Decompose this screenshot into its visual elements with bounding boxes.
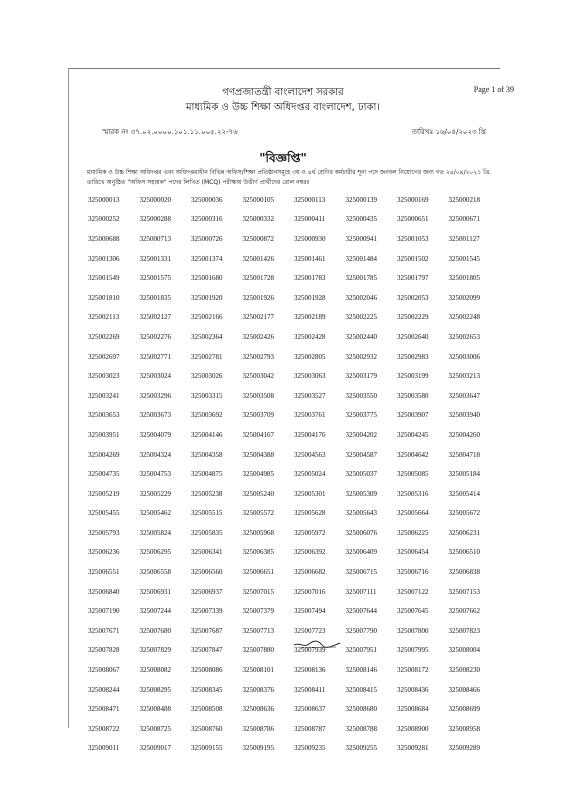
roll-number: 325007828	[88, 646, 120, 655]
roll-number: 325003179	[345, 372, 377, 381]
page-number: Page 1 of 39	[473, 85, 514, 94]
roll-number: 325003527	[294, 391, 326, 400]
roll-number: 325001545	[448, 254, 480, 263]
roll-number: 325009017	[139, 744, 171, 753]
roll-number: 325001484	[345, 254, 377, 263]
roll-number: 325000013	[88, 195, 120, 204]
roll-number: 325004718	[448, 450, 480, 459]
roll-number: 325003199	[397, 372, 429, 381]
roll-number: 325004388	[242, 450, 274, 459]
roll-row	[88, 406, 500, 426]
roll-number: 325007680	[139, 626, 171, 635]
government-title: গণপ্রজাতন্ত্রী বাংলাদেশ সরকার	[222, 87, 344, 98]
roll-number: 325000316	[191, 215, 223, 224]
roll-number: 325008230	[448, 666, 480, 675]
roll-number: 325004587	[345, 450, 377, 459]
roll-number: 325003023	[88, 372, 120, 381]
roll-number: 325006454	[397, 548, 429, 557]
roll-number: 325006560	[191, 568, 223, 577]
roll-row	[88, 601, 500, 621]
roll-number: 325005824	[139, 528, 171, 537]
roll-number: 325007713	[242, 626, 274, 635]
roll-number: 325003647	[448, 391, 480, 400]
roll-number: 325006341	[191, 548, 223, 557]
roll-number: 325008699	[448, 705, 480, 714]
roll-number: 325005316	[397, 489, 429, 498]
roll-number: 325004753	[139, 470, 171, 479]
roll-number: 325008725	[139, 724, 171, 733]
roll-number: 325003508	[242, 391, 274, 400]
roll-row	[88, 562, 500, 582]
roll-number: 325005085	[397, 470, 429, 479]
roll-number: 325001835	[139, 293, 171, 302]
roll-number: 325002269	[88, 332, 120, 341]
roll-number: 325001728	[242, 274, 274, 283]
roll-number: 325008082	[139, 666, 171, 675]
roll-number: 325003907	[397, 411, 429, 420]
roll-row	[88, 680, 500, 700]
roll-number: 325007015	[242, 587, 274, 596]
page-border-top	[68, 68, 500, 69]
roll-row	[88, 504, 500, 524]
roll-number: 325005309	[345, 489, 377, 498]
roll-number: 325005024	[294, 470, 326, 479]
roll-number: 325005229	[139, 489, 171, 498]
roll-number: 325003026	[191, 372, 223, 381]
roll-number: 325007995	[397, 646, 429, 655]
roll-number: 325008172	[397, 666, 429, 675]
roll-number: 325003692	[191, 411, 223, 420]
roll-number: 325005184	[448, 470, 480, 479]
roll-number: 325001920	[191, 293, 223, 302]
roll-number: 325005972	[294, 528, 326, 537]
roll-number: 325009011	[88, 744, 120, 753]
roll-number: 325006295	[139, 548, 171, 557]
roll-number: 325005301	[294, 489, 326, 498]
roll-number: 325004260	[448, 430, 480, 439]
roll-number: 325005219	[88, 489, 120, 498]
roll-number: 325001926	[242, 293, 274, 302]
roll-number: 325005414	[448, 489, 480, 498]
roll-number: 325008101	[242, 666, 274, 675]
roll-row	[88, 582, 500, 602]
roll-number: 325004079	[139, 430, 171, 439]
roll-number: 325003241	[88, 391, 120, 400]
roll-number: 325002653	[448, 332, 480, 341]
roll-number: 325007244	[139, 607, 171, 616]
roll-number: 325001805	[448, 274, 480, 283]
roll-number: 325004642	[397, 450, 429, 459]
roll-number: 325005628	[294, 509, 326, 518]
roll-number: 325001810	[88, 293, 120, 302]
roll-row	[88, 464, 500, 484]
roll-number: 325002099	[448, 293, 480, 302]
roll-number: 325005968	[242, 528, 274, 537]
roll-number: 325006392	[294, 548, 326, 557]
roll-number: 325002046	[345, 293, 377, 302]
roll-row	[88, 523, 500, 543]
roll-number: 325006409	[345, 548, 377, 557]
roll-number: 325005240	[242, 489, 274, 498]
roll-number: 325002805	[294, 352, 326, 361]
roll-number: 325007644	[345, 607, 377, 616]
roll-number: 325006231	[448, 528, 480, 537]
roll-number: 325002932	[345, 352, 377, 361]
roll-number: 325003775	[345, 411, 377, 420]
roll-number: 325008146	[345, 666, 377, 675]
roll-row	[88, 543, 500, 563]
roll-number: 325002440	[345, 332, 377, 341]
roll-row	[88, 386, 500, 406]
roll-number: 325005455	[88, 509, 120, 518]
roll-number: 325001374	[191, 254, 223, 263]
roll-number: 325001306	[88, 254, 120, 263]
roll-number: 325008508	[191, 705, 223, 714]
roll-number: 325007153	[448, 587, 480, 596]
roll-row	[88, 347, 500, 367]
roll-number: 325007847	[191, 646, 223, 655]
roll-number: 325003296	[139, 391, 171, 400]
roll-row	[88, 366, 500, 386]
roll-number: 325002166	[191, 313, 223, 322]
roll-number: 325001549	[88, 274, 120, 283]
roll-number: 325000726	[191, 234, 223, 243]
roll-number: 325000252	[88, 215, 120, 224]
roll-number: 325008295	[139, 685, 171, 694]
roll-number: 325003063	[294, 372, 326, 381]
roll-number: 325003761	[294, 411, 326, 420]
roll-number: 325002697	[88, 352, 120, 361]
roll-number: 325002426	[242, 332, 274, 341]
roll-number: 325004245	[397, 430, 429, 439]
roll-number: 325009281	[397, 744, 429, 753]
roll-number: 325008466	[448, 685, 480, 694]
roll-row	[88, 249, 500, 269]
roll-number: 325008786	[242, 724, 274, 733]
roll-number: 325008488	[139, 705, 171, 714]
roll-number: 325004358	[191, 450, 223, 459]
roll-row	[88, 288, 500, 308]
roll-number: 325008788	[345, 724, 377, 733]
roll-number: 325008787	[294, 724, 326, 733]
roll-number: 325005238	[191, 489, 223, 498]
roll-number: 325008760	[191, 724, 223, 733]
roll-number: 325005037	[345, 470, 377, 479]
roll-number: 325009255	[345, 744, 377, 753]
roll-number: 325000688	[88, 234, 120, 243]
notice-title: "বিজ্ঞপ্তি"	[259, 151, 307, 165]
roll-number: 325001053	[397, 234, 429, 243]
roll-number: 325001783	[294, 274, 326, 283]
roll-number: 325000113	[294, 195, 326, 204]
roll-row	[88, 210, 500, 230]
roll-number: 325008411	[294, 685, 326, 694]
roll-number: 325007379	[242, 607, 274, 616]
roll-number: 325009155	[191, 744, 223, 753]
roll-number: 325001680	[191, 274, 223, 283]
roll-number: 325000411	[294, 215, 326, 224]
roll-number: 325000872	[242, 234, 274, 243]
roll-number: 325004324	[139, 450, 171, 459]
roll-number: 325003940	[448, 411, 480, 420]
roll-number: 325007823	[448, 626, 480, 635]
memo-number: স্মারক নং ৩৭.০২.০০০০.১০১.১১.০০৫.২২-৭৬	[102, 128, 238, 136]
roll-number: 325006715	[345, 568, 377, 577]
roll-number: 325002053	[397, 293, 429, 302]
roll-number: 325008345	[191, 685, 223, 694]
roll-number: 325004202	[345, 430, 377, 439]
roll-number: 325004563	[294, 450, 326, 459]
roll-row	[88, 425, 500, 445]
roll-number: 325007494	[294, 607, 326, 616]
roll-number: 325000651	[397, 215, 429, 224]
roll-number: 325008244	[88, 685, 120, 694]
roll-number: 325007687	[191, 626, 223, 635]
roll-number: 325005572	[242, 509, 274, 518]
roll-number: 325003213	[448, 372, 480, 381]
roll-row	[88, 739, 500, 759]
roll-number: 325006937	[191, 587, 223, 596]
roll-number: 325006076	[345, 528, 377, 537]
roll-number: 325000288	[139, 215, 171, 224]
roll-number: 325003315	[191, 391, 223, 400]
signature-image	[292, 636, 342, 650]
roll-number: 325001426	[242, 254, 274, 263]
notice-paragraph: মাধ্যমিক ও উচ্চ শিক্ষা অধিদপ্তর এবং অধিদপ্তরাধীন বিভিন্ন অফিস/শিক্ষা প্রতিষ্ঠানসমূহে ৩য় ও ৪র্থ শ্রেণির কর্মচারীর শূন্য পদে জনবল নিয়োগের জন্য গত ২৪/০৯/২০২১ খ্রি. তারিখে অনুষ্ঠিত "অফিস সহায়ক" পদের লিখিত (MCQ) পরীক্ষায় উত্তীর্ণ প্রার্থীদের রোল নম্বরঃ	[87, 169, 492, 186]
roll-number: 325006385	[242, 548, 274, 557]
roll-number: 325004735	[88, 470, 120, 479]
roll-number: 325003024	[139, 372, 171, 381]
roll-number: 325002771	[139, 352, 171, 361]
roll-number: 325000671	[448, 215, 480, 224]
roll-number: 325002793	[242, 352, 274, 361]
roll-number: 325008471	[88, 705, 120, 714]
roll-number: 325008684	[397, 705, 429, 714]
roll-row	[88, 229, 500, 249]
roll-number: 325008376	[242, 685, 274, 694]
roll-number: 325000941	[345, 234, 377, 243]
roll-number: 325008637	[294, 705, 326, 714]
roll-number: 325000105	[242, 195, 274, 204]
roll-number: 325006236	[88, 548, 120, 557]
roll-number: 325001127	[448, 234, 480, 243]
roll-number: 325008636	[242, 705, 274, 714]
roll-row	[88, 445, 500, 465]
roll-number: 325002364	[191, 332, 223, 341]
roll-row	[88, 484, 500, 504]
roll-number: 325001785	[345, 274, 377, 283]
roll-row	[88, 719, 500, 739]
roll-number: 325006551	[88, 568, 120, 577]
roll-number: 325006716	[397, 568, 429, 577]
roll-number: 325005515	[191, 509, 223, 518]
roll-number: 325005835	[191, 528, 223, 537]
roll-number: 325007800	[397, 626, 429, 635]
roll-number: 325001928	[294, 293, 326, 302]
roll-number: 325009235	[294, 744, 326, 753]
roll-number: 325005664	[397, 509, 429, 518]
roll-number: 325002189	[294, 313, 326, 322]
roll-row	[88, 327, 500, 347]
roll-row	[88, 308, 500, 328]
roll-number: 325000435	[345, 215, 377, 224]
roll-number: 325008436	[397, 685, 429, 694]
roll-number: 325008722	[88, 724, 120, 733]
roll-row	[88, 268, 500, 288]
roll-number: 325000169	[397, 195, 429, 204]
roll-number: 325004146	[191, 430, 223, 439]
roll-number: 325007829	[139, 646, 171, 655]
roll-number: 325002229	[397, 313, 429, 322]
roll-number: 325005672	[448, 509, 480, 518]
memo-date: তারিখঃ ১৬/০৪/২০২৩ খ্রি	[411, 128, 486, 136]
roll-number: 325002225	[345, 313, 377, 322]
roll-number: 325008415	[345, 685, 377, 694]
roll-number: 325002983	[397, 352, 429, 361]
roll-number: 325007339	[191, 607, 223, 616]
roll-number: 325007645	[397, 607, 429, 616]
roll-number: 325006840	[88, 587, 120, 596]
roll-number: 325000218	[448, 195, 480, 204]
roll-number: 325002113	[88, 313, 120, 322]
roll-number: 325009289	[448, 744, 480, 753]
roll-number-grid	[88, 190, 500, 758]
roll-number: 325006682	[294, 568, 326, 577]
roll-number: 325000713	[139, 234, 171, 243]
roll-number: 325007190	[88, 607, 120, 616]
roll-number: 325001575	[139, 274, 171, 283]
roll-number: 325006510	[448, 548, 480, 557]
roll-number: 325006931	[139, 587, 171, 596]
roll-number: 325006225	[397, 528, 429, 537]
roll-number: 325001331	[139, 254, 171, 263]
roll-number: 325002248	[448, 313, 480, 322]
roll-number: 325003580	[397, 391, 429, 400]
roll-number: 325000332	[242, 215, 274, 224]
roll-number: 325004875	[191, 470, 223, 479]
roll-number: 325003550	[345, 391, 377, 400]
roll-number: 325008680	[345, 705, 377, 714]
roll-number: 325007951	[345, 646, 377, 655]
roll-number: 325007671	[88, 626, 120, 635]
roll-number: 325007723	[294, 626, 326, 635]
roll-number: 325003653	[88, 411, 120, 420]
roll-number: 325003042	[242, 372, 274, 381]
roll-number: 325004167	[242, 430, 274, 439]
roll-number: 325000139	[345, 195, 377, 204]
roll-number: 325001502	[397, 254, 429, 263]
roll-number: 325005462	[139, 509, 171, 518]
roll-number: 325007880	[242, 646, 274, 655]
roll-number: 325003709	[242, 411, 274, 420]
roll-number: 325007939	[294, 646, 326, 655]
roll-number: 325007662	[448, 607, 480, 616]
roll-row	[88, 699, 500, 719]
roll-number: 325000020	[139, 195, 171, 204]
roll-number: 325002177	[242, 313, 274, 322]
roll-number: 325007790	[345, 626, 377, 635]
roll-number: 325002127	[139, 313, 171, 322]
roll-number: 325007016	[294, 587, 326, 596]
roll-number: 325006838	[448, 568, 480, 577]
roll-number: 325008136	[294, 666, 326, 675]
roll-number: 325006558	[139, 568, 171, 577]
roll-number: 325002781	[191, 352, 223, 361]
roll-number: 325002276	[139, 332, 171, 341]
roll-row	[88, 660, 500, 680]
roll-number: 325003673	[139, 411, 171, 420]
roll-number: 325008958	[448, 724, 480, 733]
roll-number: 325004269	[88, 450, 120, 459]
roll-number: 325002640	[397, 332, 429, 341]
roll-number: 325004985	[242, 470, 274, 479]
roll-number: 325008086	[191, 666, 223, 675]
roll-number: 325003006	[448, 352, 480, 361]
roll-number: 325002428	[294, 332, 326, 341]
roll-number: 325004176	[294, 430, 326, 439]
roll-number: 325008900	[397, 724, 429, 733]
roll-number: 325006651	[242, 568, 274, 577]
department-title: মাধ্যমিক ও উচ্চ শিক্ষা অধিদপ্তর বাংলাদেশ, ঢাকা।	[185, 102, 380, 113]
roll-number: 325009195	[242, 744, 274, 753]
roll-number: 325007111	[345, 587, 377, 596]
roll-number: 325008004	[448, 646, 480, 655]
roll-number: 325003951	[88, 430, 120, 439]
roll-number: 325000036	[191, 195, 223, 204]
roll-row	[88, 190, 500, 210]
roll-number: 325001797	[397, 274, 429, 283]
roll-number: 325001461	[294, 254, 326, 263]
roll-number: 325008067	[88, 666, 120, 675]
roll-number: 325007122	[397, 587, 429, 596]
roll-number: 325000930	[294, 234, 326, 243]
roll-number: 325005643	[345, 509, 377, 518]
roll-number: 325005793	[88, 528, 120, 537]
